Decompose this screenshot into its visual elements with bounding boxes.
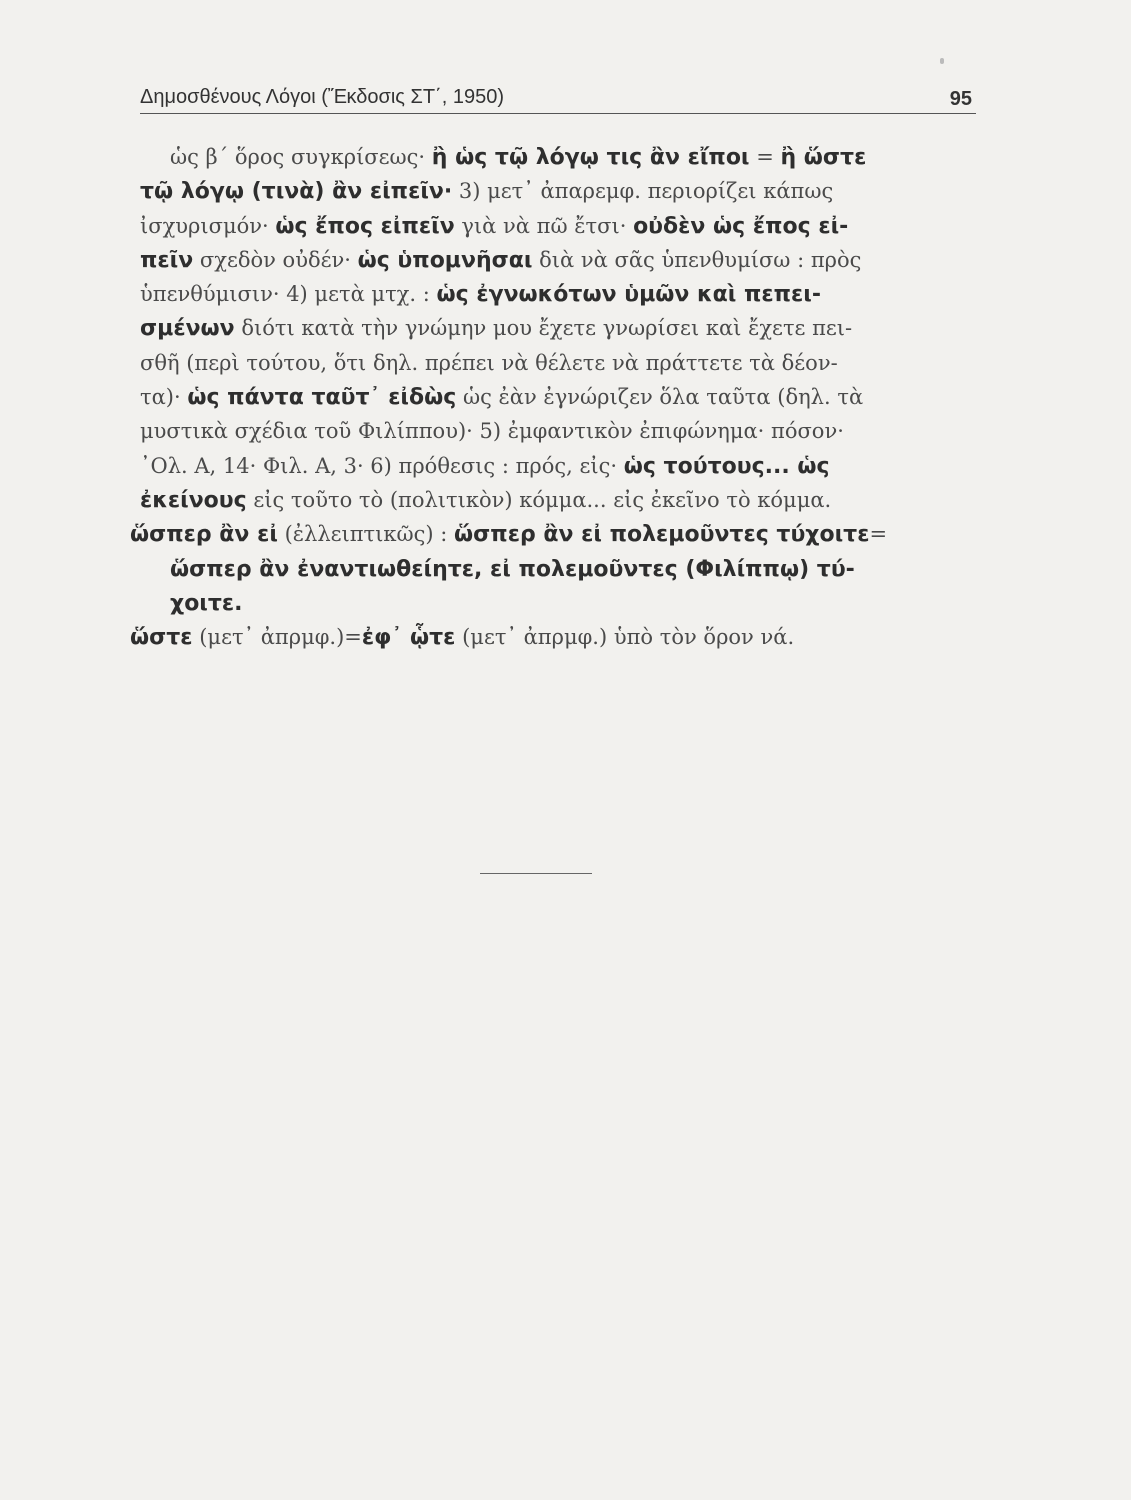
text-line [140, 449, 980, 483]
gloss-text: ὡς β΄ ὅρος συγκρίσεως· [170, 145, 432, 169]
text-line [140, 586, 980, 620]
bold-headword: ἢ ὥστε [780, 145, 867, 170]
dictionary-text [130, 140, 980, 654]
bold-headword: ὥσπερ ἂν ἐναντιωθείητε, εἰ πολεμοῦντες (Φιλίππῳ) τύ- [170, 556, 855, 582]
bold-headword: ἐφ᾽ ᾧτε [361, 625, 456, 651]
bold-headword: ὡς ὑπομνῆσαι [357, 247, 533, 273]
gloss-text: μυστικὰ σχέδια τοῦ Φιλίππου)· 5) ἐμφαντικὸν ἐπιφώνημα· πόσον· [140, 419, 844, 444]
text-line [140, 380, 980, 414]
gloss-text: 3) μετ᾽ ἀπαρεμφ. περιορίζει κάπως [452, 179, 834, 204]
bold-headword: ὥσπερ ἂν εἰ πολεμοῦντες τύχοιτε [454, 522, 870, 548]
gloss-text: = [869, 522, 888, 547]
gloss-text: (ἐλλειπτικῶς) : [277, 522, 455, 547]
text-line [140, 346, 980, 380]
gloss-text: εἰς τοῦτο τὸ (πολιτικὸν) κόμμα... εἰς ἐκεῖνο τὸ κόμμα. [246, 487, 832, 512]
bold-headword: οὐδὲν ὡς ἔπος εἰ- [633, 213, 849, 239]
gloss-text: σθῆ (περὶ τούτου, ὅτι δηλ. πρέπει νὰ θέλετε νὰ πράττετε τὰ δέον- [140, 350, 838, 375]
gloss-text: διὰ νὰ σᾶς ὑπενθυμίσω : πρὸς [532, 247, 862, 272]
gloss-text: ὑπενθύμισιν· 4) μετὰ μτχ. : [140, 282, 437, 307]
text-line [140, 483, 980, 517]
gloss-text: (μετ᾽ ἀπρμφ.) ὑπὸ τὸν ὅρον νά. [455, 625, 795, 650]
header-rule [140, 113, 976, 114]
text-line [140, 209, 980, 243]
gloss-text: = [749, 145, 781, 169]
running-title: Δημοσθένους Λόγοι (Ἔκδοσις ΣΤ΄, 1950) [140, 86, 504, 108]
entry-line [130, 517, 980, 551]
bold-headword: ὥσπερ ἂν εἰ [130, 522, 278, 548]
text-line [140, 243, 980, 277]
paper-speck [940, 58, 944, 64]
bold-headword: ἐκείνους [140, 487, 247, 513]
gloss-text: ὡς ἐὰν ἐγνώριζεν ὅλα ταῦτα (δηλ. τὰ [456, 385, 864, 410]
gloss-text: τα)· [140, 385, 188, 410]
bold-headword: ὥστε [130, 625, 193, 651]
text-line [140, 174, 980, 208]
gloss-text: γιὰ νὰ πῶ ἔτσι· [454, 213, 634, 238]
bold-headword: ὡς ἐγνωκότων ὑμῶν καὶ πεπει- [436, 282, 822, 308]
text-line [140, 311, 980, 345]
bold-headword: χοιτε. [170, 590, 243, 616]
text-line [140, 140, 980, 174]
bold-headword: σμένων [140, 316, 235, 342]
text-line [140, 277, 980, 311]
page-header [140, 78, 976, 118]
gloss-text: ᾽Ολ. Α, 14· Φιλ. Α, 3· 6) πρόθεσις : πρός, εἰς· [140, 453, 624, 478]
bold-headword: πεῖν [140, 247, 194, 273]
gloss-text: σχεδὸν οὐδέν· [193, 247, 358, 272]
bold-headword: ὡς πάντα ταῦτ᾽ εἰδὼς [187, 385, 457, 411]
bold-headword: τῷ λόγῳ (τινὰ) ἂν εἰπεῖν· [140, 179, 453, 205]
bold-headword: ὡς ἔπος εἰπεῖν [275, 213, 455, 239]
page-number: 95 [949, 88, 972, 110]
bold-headword: ἢ ὡς τῷ λόγῳ τις ἂν εἴποι [431, 145, 750, 170]
bold-headword: ὡς τούτους... ὡς [623, 453, 830, 479]
text-line [140, 552, 980, 586]
entry-line [130, 620, 980, 654]
text-line [140, 414, 980, 448]
gloss-text: (μετ᾽ ἀπρμφ.)= [192, 625, 362, 650]
gloss-text: ἰσχυρισμόν· [140, 213, 276, 238]
section-divider [480, 873, 592, 874]
gloss-text: διότι κατὰ τὴν γνώμην μου ἔχετε γνωρίσει καὶ ἔχετε πει- [234, 316, 853, 341]
